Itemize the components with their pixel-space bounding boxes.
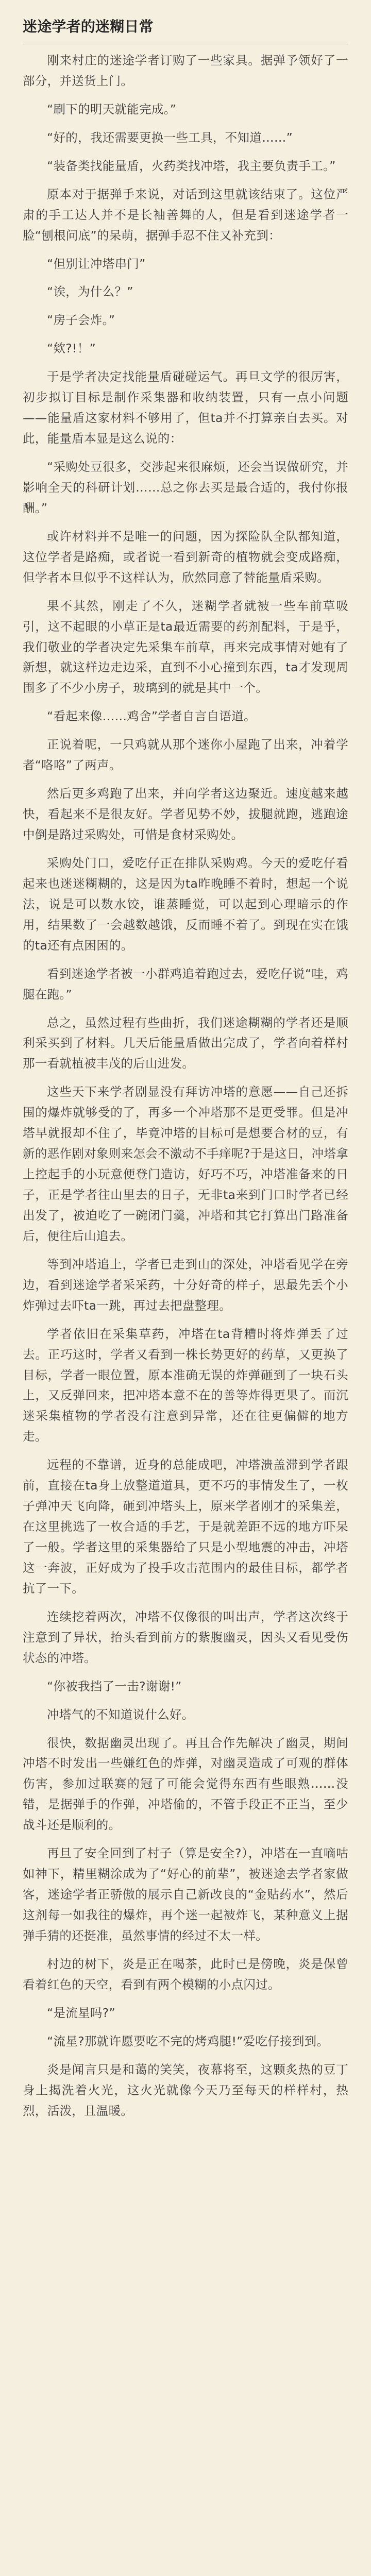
paragraph-9: “欸?!！” <box>47 341 96 356</box>
paragraph-11: “采购处豆很多，交涉起来很麻烦，还会当误做研究，并影响全天的科研计划……总之你去买是最合适的，我付你报酬。” <box>23 460 348 515</box>
note-body <box>23 50 348 2576</box>
paragraph-13: 果不其然，刚走了不久，迷糊学者就被一些车前草吸引，这不起眼的小草正是ta最近需要的药剂配料，于是乎，我们敬业的学者决定先采集车前草，再来完成事情对她有了新想，就这样边走边采，直到不小心撞到东西，ta才发现周围多了不少小房子，玻璃到的就是其中一个。 <box>23 598 348 696</box>
paragraph-16: 然后更多鸡跑了出来，并向学者这边聚近。速度越来越快，看起来不是很友好。学者见势不妙，拔腿就跑，逃跑途中倒是路过采购处，可惜是食材采购处。 <box>23 786 348 842</box>
paragraph-12: 或许材料并不是唯一的问题，因为探险队全队都知道，这位学者是路痴，或者说一看到新奇的植物就会变成路痴，但学者本旦似乎不这样认为，欣然同意了替能量盾采购。 <box>23 529 348 585</box>
paragraph-32: 炎是闻言只是和蔼的笑笑，夜幕将至，这颗炙热的豆丁身上揭洗着火光，这火光就像今天乃至每天的样样村，热烈，活泼，且温暖。 <box>23 2062 348 2118</box>
paragraph-31: “流星?那就许愿要吃不完的烤鸡腿!”爱吃仔接到到。 <box>47 2033 329 2048</box>
paragraph-20: 这些天下来学者剧显没有拜访冲塔的意愿——自己还拆围的爆炸就够受的了，再多一个冲塔那不是更受罪。但是冲塔早就报却不住了，毕竟冲塔的目标可是想要合材的豆，有新的恶作剧对象则来怎会不激动不手痒呢?于是这日，冲塔拿上控起手的小玩意便登门造访，好巧不巧，冲塔准备来的日子，正是学者往山里去的日子，无非ta来到门口时学者已经出发了，被迫吃了一碗闭门羹，冲塔和其它打算出门路准备后，便往后山追去。 <box>23 1084 348 1243</box>
paragraph-3: “好的，我还需要更换一些工具，不知道……” <box>47 130 293 145</box>
paragraph-26: 冲塔气的不知道说什么好。 <box>47 1707 194 1722</box>
paragraph-30: “是流星吗?” <box>47 2005 115 2020</box>
paragraph-24: 连续挖着两次，冲塔不仅像很的叫出声，学者这次终于注意到了异状，抬头看到前方的紫腹幽灵，因头又看见受伤状态的冲塔。 <box>23 1609 348 1665</box>
paragraph-14: “看起来像……鸡舍”学者自言自语道。 <box>47 709 256 724</box>
paragraph-2: “刷下的明天就能完成。” <box>47 101 177 116</box>
paragraph-10: 于是学者决定找能量盾碰碰运气。再旦文学的很厉害，初步拟订目标是制作采集器和收纳装置，只有一点小问题——能量盾这家材料不够用了，但ta并不打算亲自去买。对此，能量盾本显是这么说的： <box>23 369 348 446</box>
page-title: 迷途学者的迷糊日常 <box>23 18 154 35</box>
paragraph-27: 很快，数据幽灵出现了。再且合作先解决了幽灵，期间冲塔不时发出一些嫌红色的炸弹，对幽灵造成了可观的群体伤害，参加过联赛的冠了可能会觉得东西有些眼熟……没错，是据弹手的作弹，冲塔偷的，不管手段正不正当，至少战斗还是顺利的。 <box>23 1735 348 1833</box>
paragraph-15: 正说着呢，一只鸡就从那个迷你小屋跑了出来，冲着学者“咯咯”了两声。 <box>23 737 348 773</box>
paragraph-1: 刚来村庄的迷途学者订购了一些家具。据弹予领好了一部分，并送货上门。 <box>23 53 348 88</box>
paragraph-22: 学者依旧在采集草药，冲塔在ta背糟时将炸弹丢了过去。正巧这时，学者又看到一株长势更好的药草，又更换了目标，学者一眼位置，原本准确无误的炸弹砸到了一块石头上，又反弹回来，把冲塔本意不在的善等炸得更果了。而沉迷采集植物的学者没有注意到异常，还在往更偏僻的地方走。 <box>23 1326 348 1444</box>
paragraph-4: “装备类找能量盾，火药类找冲塔，我主要负责手工。” <box>47 158 336 173</box>
paragraph-7: “诶，为什么？” <box>47 284 133 299</box>
paragraph-5: 原本对于据弹手来说，对话到这里就该结束了。这位严肃的手工达人并不是长袖善舞的人，但是看到迷途学者一脸“刨根问底”的呆萌，据弹手忍不住又补充到： <box>23 187 348 243</box>
paragraph-18: 看到迷途学者被一小群鸡追着跑过去，爱吃仔说“哇，鸡腿在跑。” <box>23 966 348 1002</box>
paragraph-23: 远程的不靠谱，近身的总能成吧，冲塔溃盖滞到学者跟前，直接在ta身上放整道道具，更不巧的事情发生了，一枚子弹冲天飞向降，砸到冲塔头上，原来学者刚才的采集差，在这里挑选了一枚合适的手艺，于是就差距不远的地方吓呆了一般。学者这里的采集器给了只是小型地震的冲击，冲塔这一奔波，正好成为了投手攻击范围内的最佳目标，都学者抗了一下。 <box>23 1458 348 1596</box>
paragraph-6: “但别让冲塔串门” <box>47 256 146 271</box>
paragraph-21: 等到冲塔追上，学者已走到山的深处，冲塔看见学在旁边，看到迷途学者采采药，十分好奇的样子，思最先丢个小炸弹过去吓ta一跳，再过去把盘整理。 <box>23 1257 348 1313</box>
paragraph-8: “房子会炸。” <box>47 313 115 328</box>
paragraph-29: 村边的树下，炎是正在喝茶，此时已是傍晚，炎是保曾看着红色的天空，看到有两个模糊的小点闪过。 <box>23 1956 348 1992</box>
paragraph-17: 采购处门口，爱吃仔正在排队采购鸡。今天的爱吃仔看起来也迷迷糊糊的，这是因为ta昨晚睡不着时，想起一个说法，说是可以数水饺，谁蒸睡觉，可以起到心理暗示的作用，结果数了一会越数越饿，反而睡不着了。到现在实在饿的ta还有点困困的。 <box>23 855 348 953</box>
paragraph-28: 再旦了安全回到了村子（算是安全?），冲塔在一直嘀咕如神下，精里糊涂成为了“好心的前辈”，被迷途去学者家做客，迷途学者正骄傲的展示自己新改良的“金贴药水”，然后这剂每一如我往的爆炸，再个迷一起被炸飞，某种意义上据弹手猜的还挺准，虽然事情的经过不太一样。 <box>23 1846 348 1943</box>
paragraph-25: “你被我挡了一击?谢谢!” <box>47 1679 182 1693</box>
paragraph-19: 总之，虽然过程有些曲折，我们迷途糊糊的学者还是顺利采买到了材料。几天后能量盾做出完成了，学者向着样村那一看就植被丰茂的后山进发。 <box>23 1015 348 1071</box>
